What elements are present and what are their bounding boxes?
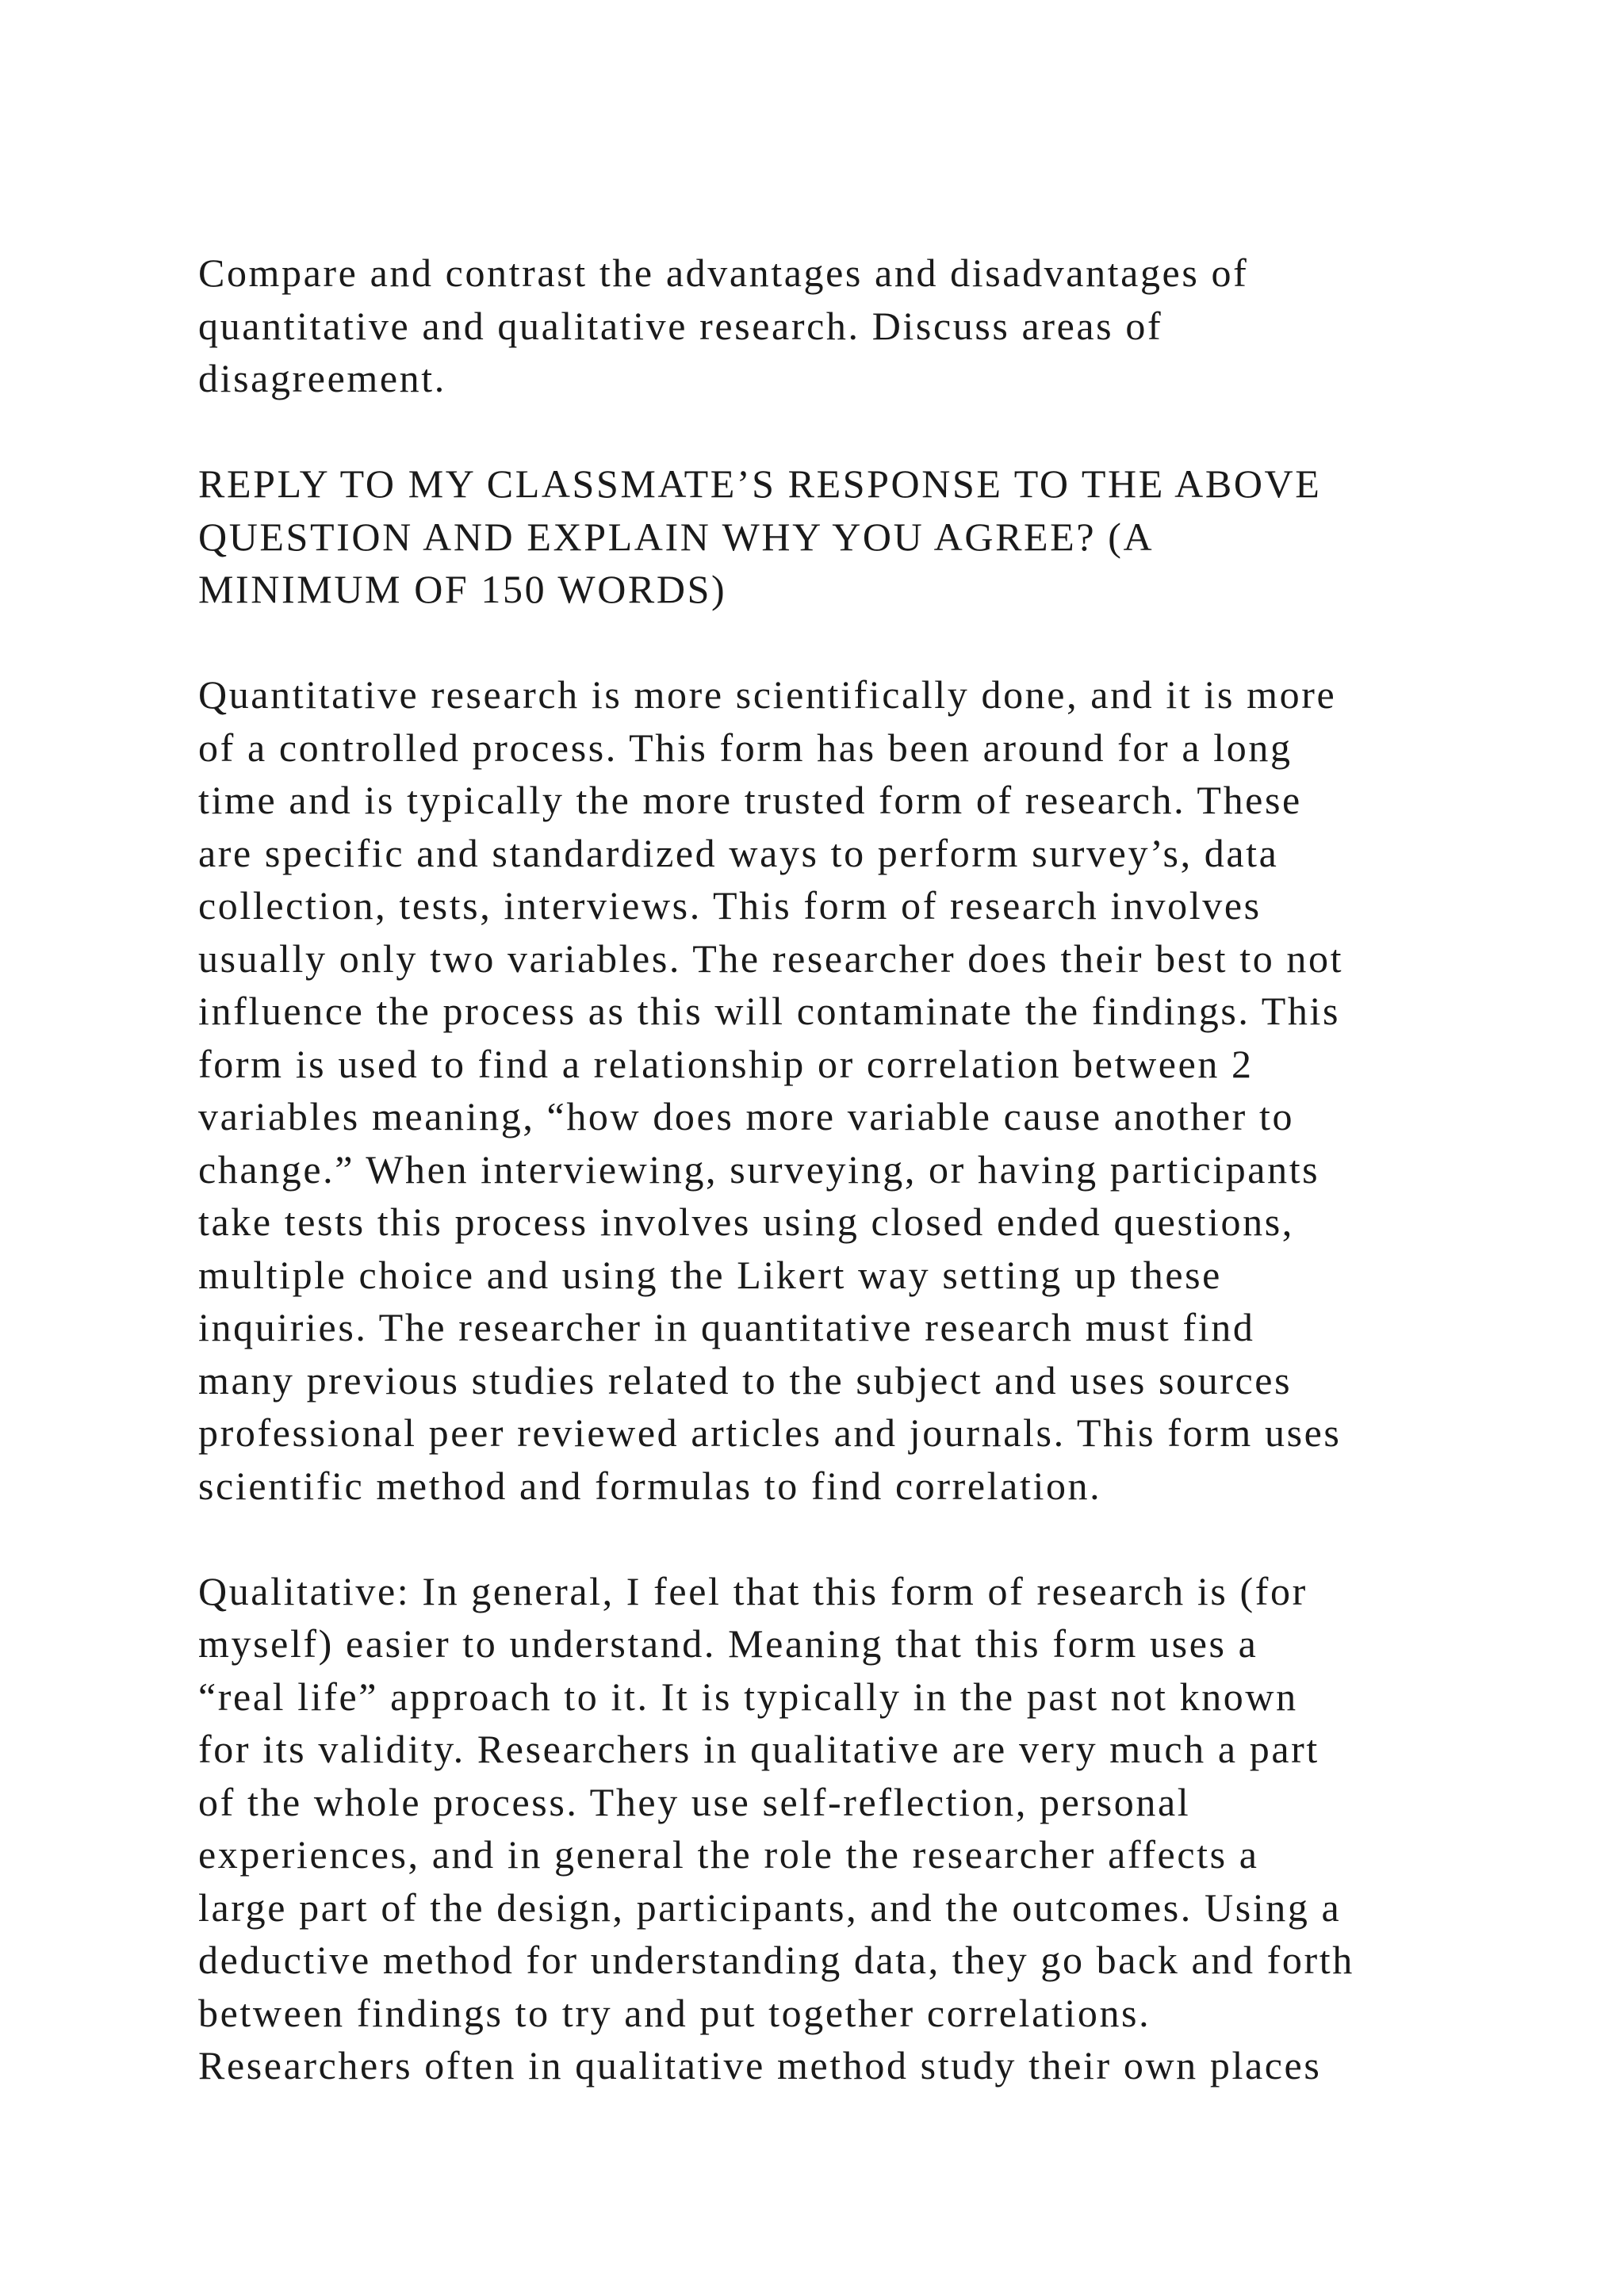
text-line: disagreement. bbox=[198, 356, 446, 400]
text-line: QUESTION AND EXPLAIN WHY YOU AGREE? (A bbox=[198, 514, 1155, 559]
text-line: quantitative and qualitative research. Discuss areas of bbox=[198, 303, 1163, 348]
instruction-paragraph bbox=[198, 457, 1483, 616]
text-line: variables meaning, “how does more variable cause another to bbox=[198, 1094, 1295, 1138]
text-line: Compare and contrast the advantages and disadvantages of bbox=[198, 251, 1249, 295]
text-line: “real life” approach to it. It is typically in the past not known bbox=[198, 1674, 1298, 1719]
quantitative-paragraph bbox=[198, 668, 1483, 1512]
text-line: deductive method for understanding data, they go back and forth bbox=[198, 1938, 1354, 1982]
text-line: large part of the design, participants, and the outcomes. Using a bbox=[198, 1885, 1342, 1930]
text-line: collection, tests, interviews. This form of research involves bbox=[198, 883, 1262, 928]
text-line: professional peer reviewed articles and journals. This form uses bbox=[198, 1410, 1342, 1455]
text-line: take tests this process involves using closed ended questions, bbox=[198, 1200, 1294, 1244]
text-line: multiple choice and using the Likert way setting up these bbox=[198, 1252, 1222, 1297]
text-line: Qualitative: In general, I feel that this form of research is (for bbox=[198, 1568, 1308, 1613]
text-line: myself) easier to understand. Meaning that this form uses a bbox=[198, 1621, 1258, 1666]
qualitative-paragraph bbox=[198, 1565, 1483, 2092]
text-line: REPLY TO MY CLASSMATE’S RESPONSE TO THE ABOVE bbox=[198, 461, 1322, 506]
document-body bbox=[198, 247, 1483, 2145]
text-line: experiences, and in general the role the researcher affects a bbox=[198, 1832, 1259, 1877]
text-line: scientific method and formulas to find correlation. bbox=[198, 1463, 1102, 1508]
text-line: MINIMUM OF 150 WORDS) bbox=[198, 567, 727, 611]
text-line: form is used to find a relationship or correlation between 2 bbox=[198, 1041, 1254, 1086]
text-line: between findings to try and put together correlations. bbox=[198, 1990, 1151, 2035]
text-line: change.” When interviewing, surveying, or having participants bbox=[198, 1146, 1320, 1192]
text-line: of a controlled process. This form has been around for a long bbox=[198, 725, 1293, 770]
text-line: influence the process as this will contaminate the findings. This bbox=[198, 989, 1341, 1033]
text-line: Quantitative research is more scientifically done, and it is more bbox=[198, 672, 1337, 717]
text-line: of the whole process. They use self-reflection, personal bbox=[198, 1779, 1191, 1824]
text-line: many previous studies related to the subject and uses sources bbox=[198, 1357, 1293, 1402]
prompt-paragraph bbox=[198, 247, 1483, 405]
text-line: for its validity. Researchers in qualitative are very much a part bbox=[198, 1727, 1320, 1771]
text-line: Researchers often in qualitative method study their own places bbox=[198, 2043, 1322, 2087]
text-line: time and is typically the more trusted form of research. These bbox=[198, 778, 1302, 822]
text-line: are specific and standardized ways to perform survey’s, data bbox=[198, 830, 1279, 875]
text-line: inquiries. The researcher in quantitative research must find bbox=[198, 1305, 1255, 1349]
text-line: usually only two variables. The researcher does their best to not bbox=[198, 936, 1344, 981]
